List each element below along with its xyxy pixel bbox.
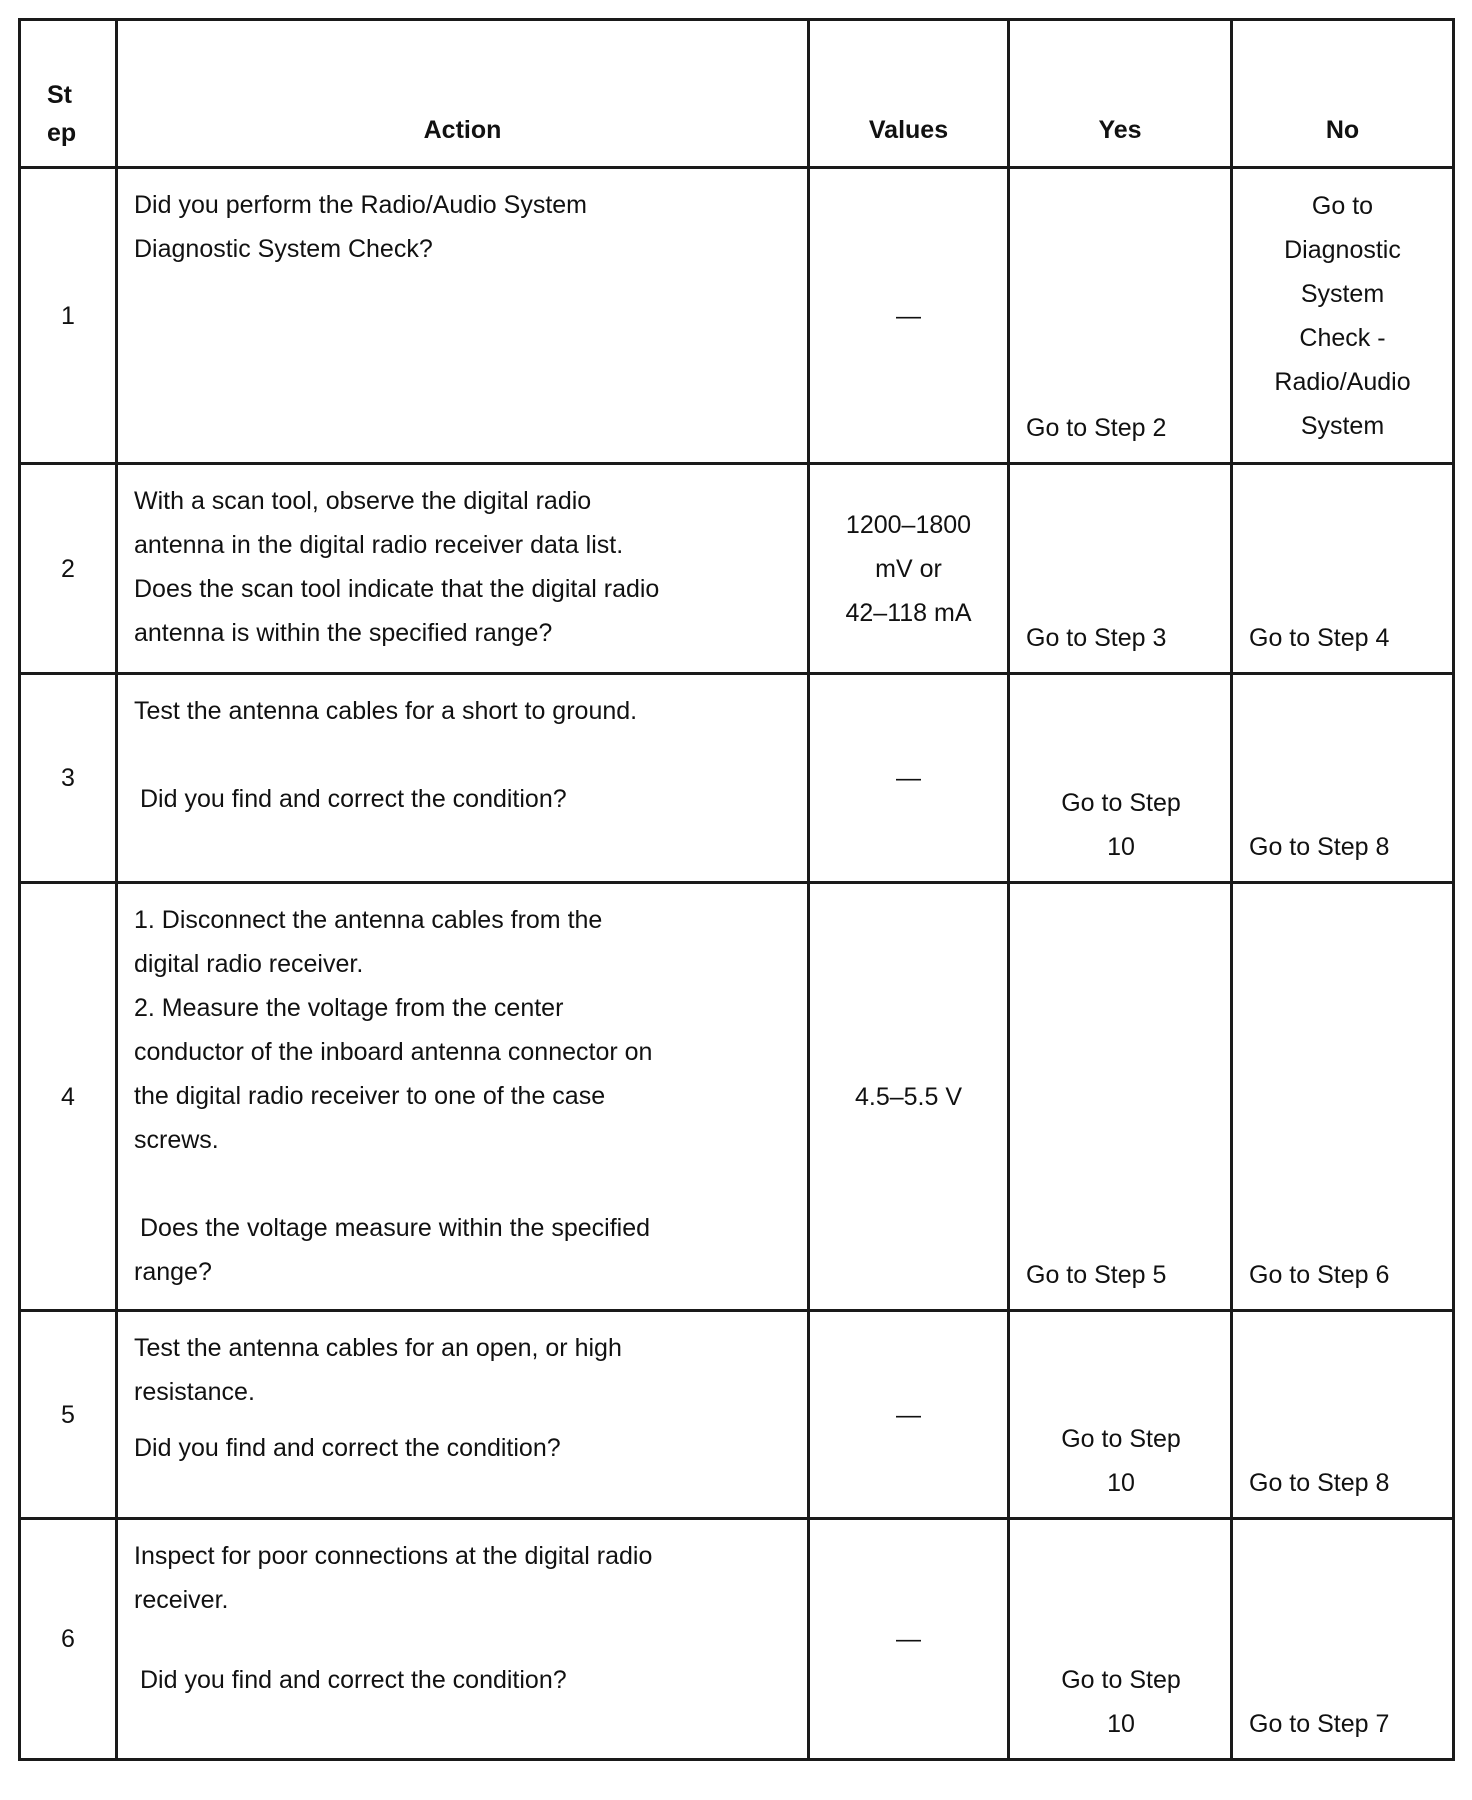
action-line: Test the antenna cables for an open, or high — [134, 1334, 622, 1362]
values-line: 1200–1800 — [845, 510, 972, 539]
no-line: Diagnostic — [1284, 235, 1401, 264]
values-line: mV or — [875, 554, 942, 583]
header-no: No — [1232, 20, 1454, 168]
action-line: 1. Disconnect the antenna cables from the — [134, 906, 603, 934]
yes-cell — [1009, 1519, 1232, 1760]
action-line: Did you find and correct the condition? — [140, 1666, 567, 1694]
action-line: Did you perform the Radio/Audio System — [134, 191, 587, 219]
step-number: 1 — [20, 168, 117, 464]
action-line: receiver. — [134, 1586, 229, 1614]
no-line: Go to — [1311, 191, 1374, 220]
values-cell: — — [809, 1311, 1009, 1519]
spacer — [134, 1162, 727, 1206]
yes-line: Go to Step — [1061, 789, 1181, 817]
values-line: 42–118 mA — [845, 598, 972, 627]
table-row — [20, 168, 1454, 464]
header-yes: Yes — [1009, 20, 1232, 168]
step-number: 6 — [20, 1519, 117, 1760]
values-cell: 4.5–5.5 V — [809, 883, 1009, 1311]
action-line: 2. Measure the voltage from the center — [134, 994, 564, 1022]
action-line: resistance. — [134, 1378, 255, 1406]
yes-line: Go to Step — [1061, 1425, 1181, 1453]
values-cell: — — [809, 674, 1009, 883]
yes-line: 10 — [1107, 1710, 1135, 1738]
yes-cell — [1009, 674, 1232, 883]
values-cell — [809, 464, 1009, 674]
action-line: range? — [134, 1258, 212, 1286]
action-cell — [117, 1311, 809, 1519]
table-row — [20, 464, 1454, 674]
no-cell: Go to Step 6 — [1232, 883, 1454, 1311]
step-number: 2 — [20, 464, 117, 674]
no-cell — [1232, 168, 1454, 464]
no-line: System — [1300, 279, 1385, 308]
yes-cell: Go to Step 3 — [1009, 464, 1232, 674]
yes-line: Go to Step — [1061, 1666, 1181, 1694]
values-cell: — — [809, 1519, 1009, 1760]
action-line: conductor of the inboard antenna connector on — [134, 1038, 653, 1066]
table-row — [20, 1519, 1454, 1760]
step-number: 5 — [20, 1311, 117, 1519]
header-row — [20, 20, 1454, 168]
yes-cell: Go to Step 2 — [1009, 168, 1232, 464]
yes-line: 10 — [1107, 833, 1135, 861]
action-line: antenna in the digital radio receiver data list. — [134, 531, 624, 559]
action-line: screws. — [134, 1126, 219, 1154]
step-number: 3 — [20, 674, 117, 883]
no-line: System — [1300, 411, 1385, 440]
yes-cell — [1009, 1311, 1232, 1519]
diagnostic-table — [18, 18, 1455, 1761]
no-cell: Go to Step 4 — [1232, 464, 1454, 674]
action-cell — [117, 1519, 809, 1760]
table-row — [20, 1311, 1454, 1519]
action-line: antenna is within the specified range? — [134, 619, 553, 647]
spacer — [134, 733, 727, 777]
table-row — [20, 674, 1454, 883]
action-line: Test the antenna cables for a short to ground. — [134, 697, 638, 725]
action-line: Diagnostic System Check? — [134, 235, 433, 263]
table-row — [20, 883, 1454, 1311]
action-line: Inspect for poor connections at the digital radio — [134, 1542, 653, 1570]
header-action: Action — [117, 20, 809, 168]
action-cell — [117, 883, 809, 1311]
yes-cell: Go to Step 5 — [1009, 883, 1232, 1311]
yes-line: 10 — [1107, 1469, 1135, 1497]
no-cell: Go to Step 8 — [1232, 674, 1454, 883]
header-values: Values — [809, 20, 1009, 168]
header-step — [20, 20, 117, 168]
action-line: With a scan tool, observe the digital radio — [134, 487, 592, 515]
values-cell: — — [809, 168, 1009, 464]
action-line: Does the scan tool indicate that the digital radio — [134, 575, 660, 603]
no-cell: Go to Step 8 — [1232, 1311, 1454, 1519]
action-line: the digital radio receiver to one of the case — [134, 1082, 606, 1110]
action-cell — [117, 464, 809, 674]
action-cell — [117, 674, 809, 883]
action-line: digital radio receiver. — [134, 950, 364, 978]
yes-text — [1026, 781, 1216, 869]
yes-text — [1026, 1417, 1216, 1505]
action-cell — [117, 168, 809, 464]
action-line: Does the voltage measure within the specified — [140, 1214, 651, 1242]
yes-text — [1026, 1658, 1216, 1746]
no-line: Check - — [1299, 323, 1386, 352]
header-step-line: ep — [47, 119, 77, 147]
action-line: Did you find and correct the condition? — [134, 1434, 561, 1462]
action-line: Did you find and correct the condition? — [140, 785, 567, 813]
step-number: 4 — [20, 883, 117, 1311]
header-step-line: St — [47, 81, 72, 109]
no-line: Radio/Audio — [1274, 367, 1411, 396]
no-cell: Go to Step 7 — [1232, 1519, 1454, 1760]
